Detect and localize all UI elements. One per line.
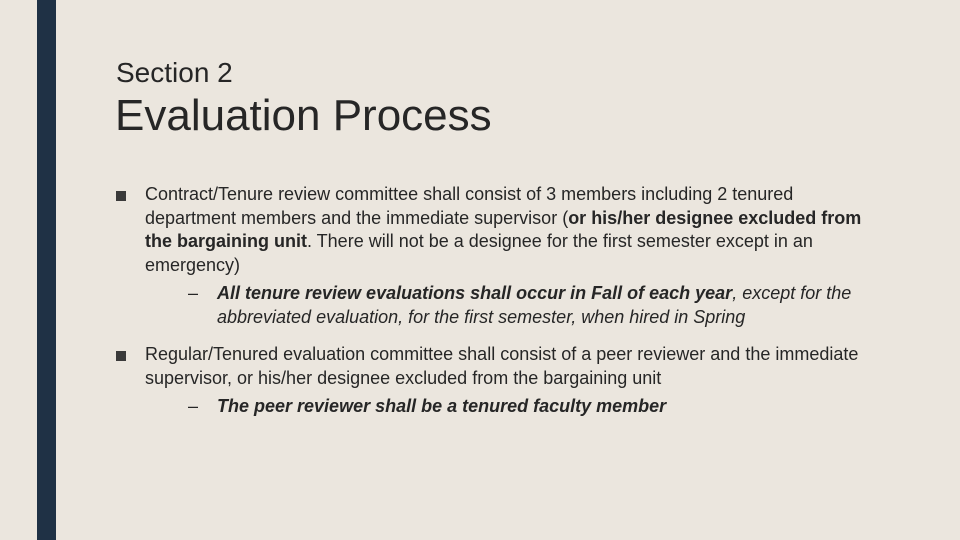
- section-subtitle: Section 2: [116, 57, 233, 88]
- bullet-text: Regular/Tenured evaluation committee shall consist of a peer reviewer and the immediate supervisor, or his/her designee excluded from the bargaining unit: [145, 344, 859, 388]
- slide-title: Evaluation Process: [115, 91, 492, 140]
- accent-side-bar: [37, 0, 56, 540]
- sub-bullet-text: , except for the abbreviated evaluation, for the first semester, when hired in Spring: [217, 283, 852, 327]
- square-bullet-icon: [116, 191, 126, 201]
- square-bullet-icon: [116, 351, 126, 361]
- sub-bullet-bold-text: The peer reviewer shall be a tenured faculty member: [217, 396, 667, 416]
- slide-body: [115, 183, 885, 419]
- dash-bullet-icon: –: [188, 283, 199, 303]
- sub-bullet-item: [145, 282, 885, 329]
- sub-bullet-bold-text: All tenure review evaluations shall occur in Fall of each year: [217, 283, 733, 303]
- bullet-text: Contract/Tenure review committee shall consist of 3 members including 2 tenured department members and the immediate supervisor (: [145, 184, 794, 228]
- bullet-bold-text: or his/her designee excluded from the bargaining unit: [145, 207, 862, 251]
- bullet-item: [115, 183, 885, 329]
- bullet-text-continued: . There will not be a designee for the first semester except in an emergency): [145, 231, 813, 275]
- dash-bullet-icon: –: [188, 396, 199, 416]
- bullet-item: [115, 343, 885, 419]
- sub-bullet-item: [145, 395, 885, 419]
